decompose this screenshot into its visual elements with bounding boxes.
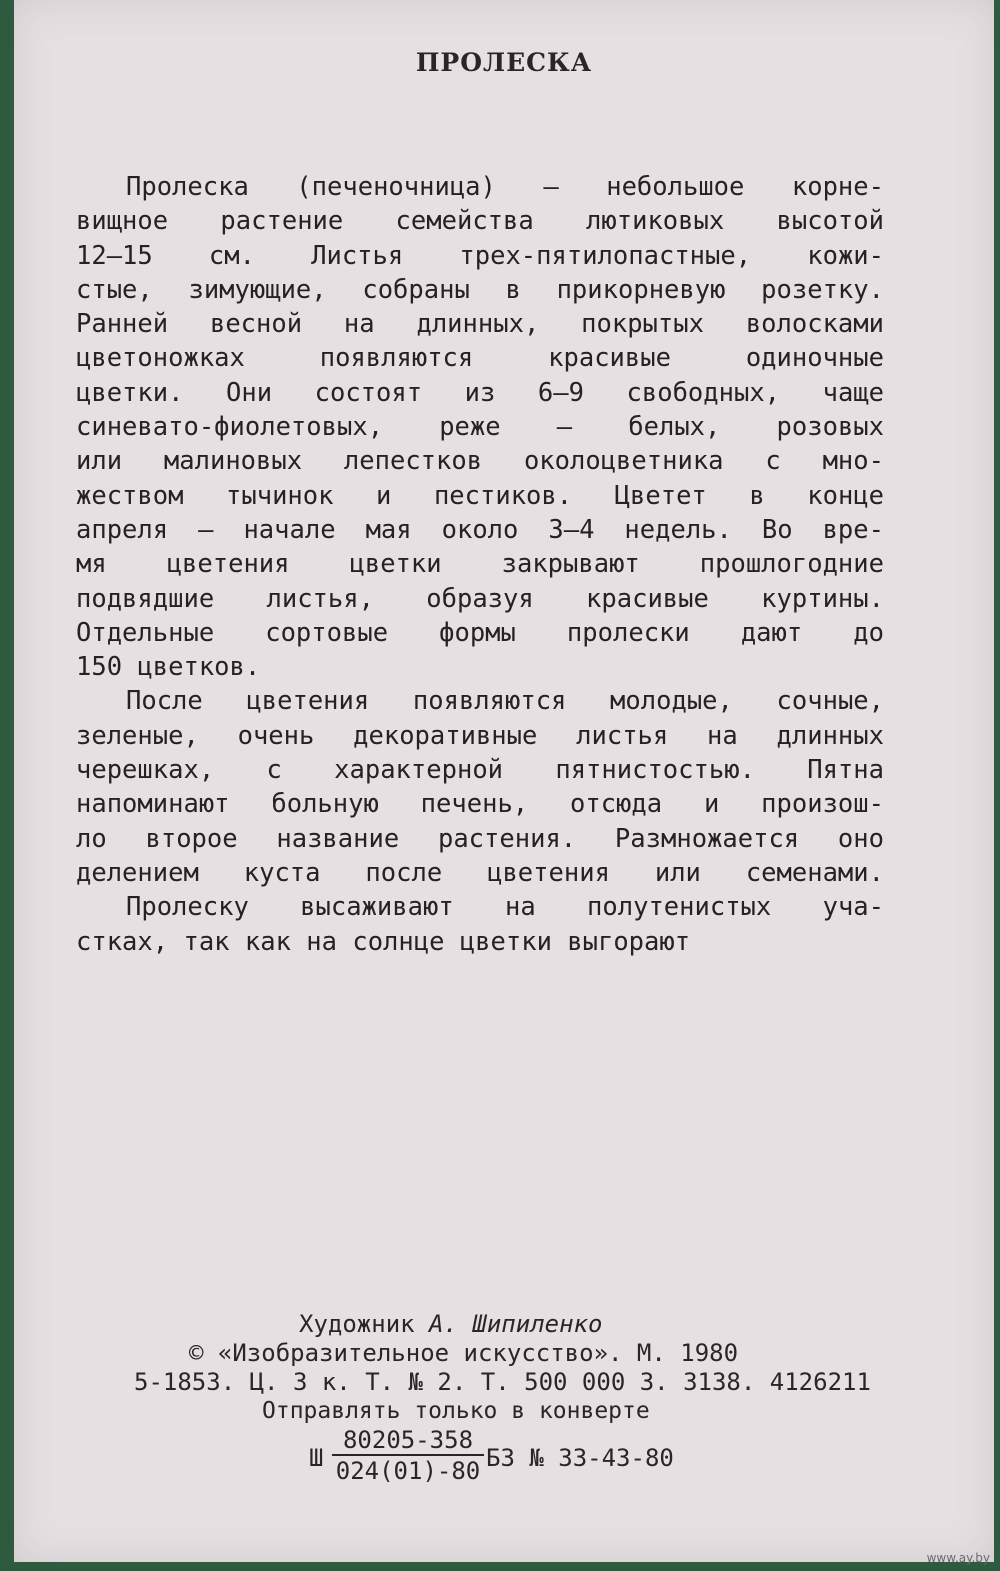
text-line: жеством тычинок и пестиков. Цветет в конце bbox=[76, 480, 884, 511]
text-line: Отдельные сортовые формы пролески дают до bbox=[76, 617, 884, 648]
artist-name: А. Шипиленко bbox=[429, 1310, 603, 1338]
postcard-back bbox=[14, 0, 994, 1562]
code-prefix: Ш bbox=[309, 1444, 324, 1472]
text-line: апреля — начале мая около 3—4 недель. Во вре- bbox=[76, 514, 884, 545]
catalog-code bbox=[14, 1426, 994, 1486]
text-line: зеленые, очень декоративные листья на длинных bbox=[76, 720, 884, 751]
text-line: 12—15 см. Листья трех-пятилопастные, кожи- bbox=[76, 240, 884, 271]
text-line: После цветения появляются молодые, сочные, bbox=[126, 686, 884, 717]
text-line: делением куста после цветения или семенами. bbox=[76, 857, 884, 888]
text-line: 150 цветков. bbox=[76, 652, 261, 683]
text-line: стках, так как на солнце цветки выгорают bbox=[76, 926, 691, 957]
artist-label: Художник bbox=[299, 1310, 415, 1338]
artist-credit bbox=[14, 1310, 994, 1339]
text-line: цветоножках появляются красивые одиночные bbox=[76, 343, 884, 374]
code-denominator: 024(01)-80 bbox=[335, 1457, 481, 1485]
text-line: стые, зимующие, собраны в прикорневую розетку. bbox=[76, 274, 884, 305]
text-line: ло второе название растения. Размножается оно bbox=[76, 823, 884, 854]
page-title: ПРОЛЕСКА bbox=[415, 48, 593, 77]
code-numerator: 80205-358 bbox=[332, 1426, 484, 1456]
send-note: Отправлять только в конверте bbox=[262, 1398, 650, 1424]
publisher-line: © «Изобразительное искусство». М. 1980 bbox=[189, 1339, 739, 1367]
text-line: Пролеску высаживают на полутенистых уча- bbox=[126, 892, 884, 923]
imprint-block bbox=[14, 1310, 994, 1486]
code-suffix: БЗ № 33-43-80 bbox=[486, 1444, 674, 1472]
text-line: Ранней весной на длинных, покрытых волосками bbox=[76, 309, 884, 340]
site-watermark: www.ay.by bbox=[926, 1551, 990, 1565]
code-fraction bbox=[332, 1426, 484, 1486]
text-line: цветки. Они состоят из 6—9 свободных, чаще bbox=[76, 377, 884, 408]
description-text bbox=[76, 170, 884, 959]
text-line: Пролеска (печеночница) — небольшое корне- bbox=[126, 172, 884, 202]
text-line: черешках, с характерной пятнистостью. Пятна bbox=[76, 755, 884, 786]
text-line: вищное растение семейства лютиковых высотой bbox=[76, 206, 884, 237]
text-line: подвядшие листья, образуя красивые куртины. bbox=[76, 583, 884, 614]
text-line: напоминают больную печень, отсюда и произош- bbox=[76, 789, 884, 820]
text-line: мя цветения цветки закрывают прошлогодние bbox=[76, 549, 884, 580]
print-info-line: 5-1853. Ц. 3 к. Т. № 2. Т. 500 000 З. 3138. 4126211 bbox=[134, 1368, 871, 1396]
text-line: синевато-фиолетовых, реже — белых, розовых bbox=[76, 412, 884, 443]
text-line: или малиновых лепестков околоцветника с мно- bbox=[76, 446, 884, 477]
